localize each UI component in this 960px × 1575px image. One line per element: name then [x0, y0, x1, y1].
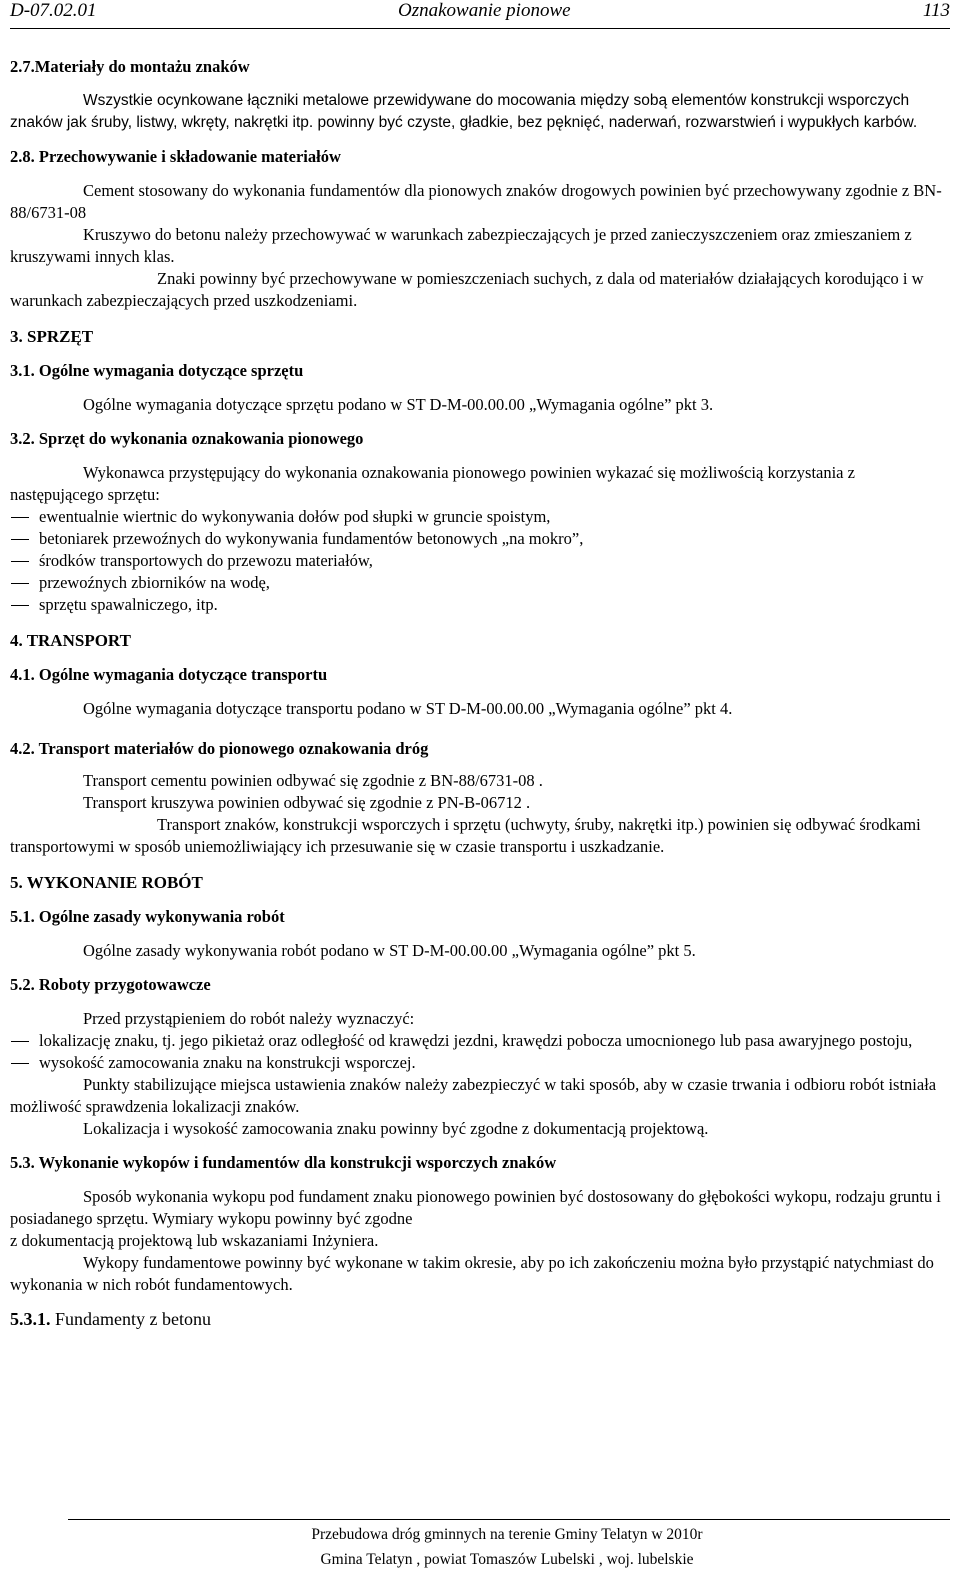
paragraph: Znaki powinny być przechowywane w pomieszczeniach suchych, z dala od materiałów działających korodująco i w warunkach zabezpieczających przed uszkodzeniami.: [10, 269, 924, 310]
paragraph: Przed przystąpieniem do robót należy wyznaczyć:: [83, 1009, 415, 1028]
paragraph: Punkty stabilizujące miejsca ustawienia znaków należy zabezpieczyć w taki sposób, aby w czasie trwania i odbioru robót istniała możliwość sprawdzenia lokalizacji znaków.: [10, 1075, 937, 1116]
paragraph: Transport kruszywa powinien odbywać się zgodnie z PN-B-06712 .: [83, 793, 531, 812]
paragraph: Kruszywo do betonu należy przechowywać w warunkach zabezpieczających je przed zanieczyszczeniem oraz zmieszaniem z kruszywami innych klas.: [10, 225, 912, 266]
list-item: sprzętu spawalniczego, itp.: [10, 594, 946, 616]
list-item: betoniarek przewoźnych do wykonywania fundamentów betonowych „na mokro”,: [10, 528, 946, 550]
section-heading: 3.2. Sprzęt do wykonania oznakowania pionowego: [10, 429, 364, 448]
paragraph: Transport znaków, konstrukcji wsporczych i sprzętu (uchwyty, śruby, nakrętki itp.) powinien się odbywać środkami transportowymi w sposób uniemożliwiający ich przesuwanie się w czasie transportu i uszkadzanie.: [10, 815, 921, 856]
page-footer: [0, 1523, 960, 1571]
paragraph: Ogólne zasady wykonywania robót podano w ST D-M-00.00.00 „Wymagania ogólne” pkt 5.: [83, 941, 696, 960]
equipment-list: [10, 506, 946, 616]
list-item: lokalizację znaku, tj. jego pikietaż oraz odległość od krawędzi jezdni, krawędzi pobocza umocnionego lub pasa awaryjnego postoju,: [10, 1030, 946, 1052]
footer-location: Gmina Telatyn , powiat Tomaszów Lubelski , woj. lubelskie: [320, 1551, 694, 1568]
footer-project: Przebudowa dróg gminnych na terenie Gminy Telatyn w 2010r: [311, 1526, 703, 1543]
preparation-list: [10, 1030, 946, 1074]
chapter-heading: 5. WYKONANIE ROBÓT: [10, 873, 203, 892]
footer-divider: [68, 1519, 950, 1520]
header-divider: [10, 28, 950, 29]
section-heading: 2.7.Materiały do montażu znaków: [10, 57, 250, 76]
paragraph: z dokumentacją projektową lub wskazaniami Inżyniera.: [10, 1231, 379, 1250]
list-item: wysokość zamocowania znaku na konstrukcji wsporczej.: [10, 1052, 946, 1074]
section-heading: 2.8. Przechowywanie i składowanie materiałów: [10, 147, 341, 166]
chapter-heading: 4. TRANSPORT: [10, 631, 131, 650]
paragraph: Wykopy fundamentowe powinny być wykonane w takim okresie, aby po ich zakończeniu można było przystąpić natychmiast do wykonania w nich robót fundamentowych.: [10, 1253, 934, 1294]
subsection-title: Fundamenty z betonu: [55, 1309, 211, 1329]
chapter-heading: 3. SPRZĘT: [10, 327, 94, 346]
section-heading: 3.1. Ogólne wymagania dotyczące sprzętu: [10, 361, 304, 380]
paragraph: Wszystkie ocynkowane łączniki metalowe przewidywane do mocowania między sobą elementów konstrukcji wsporczych znaków jak śruby, listwy, wkręty, nakrętki itp. powinny być czyste, gładkie, bez pęknięć, naderwań, rozwarstwień i wypukłych karbów.: [10, 92, 918, 131]
page-number: 113: [922, 0, 950, 21]
paragraph: Cement stosowany do wykonania fundamentów dla pionowych znaków drogowych powinien być przechowywany zgodnie z BN-88/6731-08: [10, 181, 942, 222]
paragraph: Wykonawca przystępujący do wykonania oznakowania pionowego powinien wykazać się możliwością korzystania z następującego sprzętu:: [10, 463, 855, 504]
section-heading: 5.2. Roboty przygotowawcze: [10, 975, 211, 994]
spec-title: Oznakowanie pionowe: [398, 0, 571, 21]
document-body: [10, 56, 946, 1330]
list-item: środków transportowych do przewozu materiałów,: [10, 550, 946, 572]
paragraph: Ogólne wymagania dotyczące sprzętu podano w ST D-M-00.00.00 „Wymagania ogólne” pkt 3.: [83, 395, 714, 414]
paragraph: Sposób wykonania wykopu pod fundament znaku pionowego powinien być dostosowany do głębokości wykopu, rodzaju gruntu i posiadanego sprzętu. Wymiary wykopu powinny być zgodne: [10, 1187, 941, 1228]
subsection-number: 5.3.1.: [10, 1309, 51, 1329]
page-header: [10, 0, 950, 24]
section-heading: 5.3. Wykonanie wykopów i fundamentów dla konstrukcji wsporczych znaków: [10, 1153, 557, 1172]
list-item: przewoźnych zbiorników na wodę,: [10, 572, 946, 594]
paragraph: Ogólne wymagania dotyczące transportu podano w ST D-M-00.00.00 „Wymagania ogólne” pkt 4.: [83, 699, 733, 718]
list-item: ewentualnie wiertnic do wykonywania dołów pod słupki w gruncie spoistym,: [10, 506, 946, 528]
section-heading: 4.1. Ogólne wymagania dotyczące transportu: [10, 665, 328, 684]
spec-code: D-07.02.01: [10, 0, 97, 21]
section-heading: 4.2. Transport materiałów do pionowego oznakowania dróg: [10, 739, 429, 758]
section-heading: 5.1. Ogólne zasady wykonywania robót: [10, 907, 285, 926]
paragraph: Transport cementu powinien odbywać się zgodnie z BN-88/6731-08 .: [83, 771, 543, 790]
paragraph: Lokalizacja i wysokość zamocowania znaku powinny być zgodne z dokumentacją projektową.: [83, 1119, 709, 1138]
subsection-heading: [10, 1308, 946, 1330]
